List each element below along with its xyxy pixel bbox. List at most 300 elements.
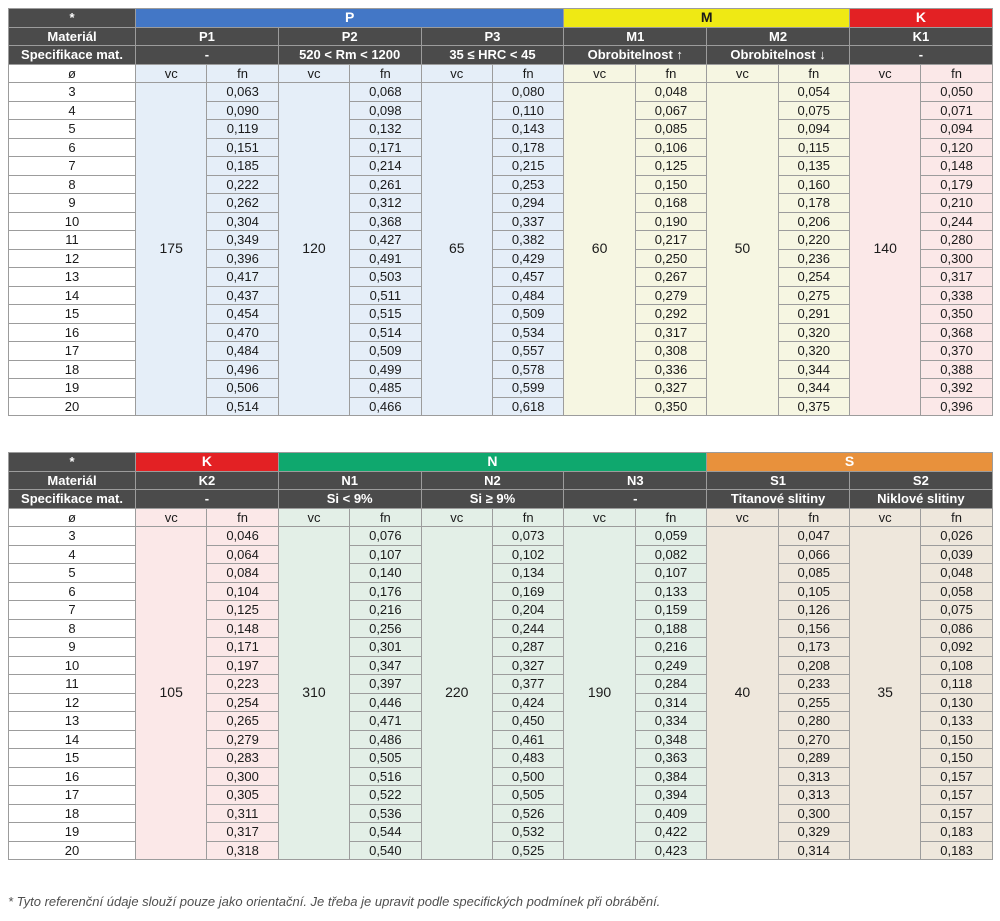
fn-cell-N1-8: 0,256 xyxy=(350,619,421,638)
fn-cell-K2-3: 0,046 xyxy=(207,527,278,546)
fn-cell-M2-12: 0,236 xyxy=(778,249,849,268)
fn-cell-P1-11: 0,349 xyxy=(207,231,278,250)
diameter-cell-16: 16 xyxy=(9,323,136,342)
fn-cell-P1-18: 0,496 xyxy=(207,360,278,379)
spec-row-label: Specifikace mat. xyxy=(9,490,136,509)
fn-cell-M1-10: 0,190 xyxy=(635,212,706,231)
fn-cell-S2-8: 0,086 xyxy=(921,619,992,638)
diameter-cell-9: 9 xyxy=(9,194,136,213)
fn-cell-S2-15: 0,150 xyxy=(921,749,992,768)
fn-cell-P1-5: 0,119 xyxy=(207,120,278,139)
fn-cell-K1-5: 0,094 xyxy=(921,120,992,139)
fn-cell-N2-17: 0,505 xyxy=(492,786,563,805)
fn-cell-K2-14: 0,279 xyxy=(207,730,278,749)
diameter-cell-3: 3 xyxy=(9,83,136,102)
fn-cell-P3-20: 0,618 xyxy=(492,397,563,416)
fn-cell-N3-12: 0,314 xyxy=(635,693,706,712)
fn-cell-N1-9: 0,301 xyxy=(350,638,421,657)
diameter-cell-6: 6 xyxy=(9,582,136,601)
fn-cell-S1-7: 0,126 xyxy=(778,601,849,620)
vc-header-P3: vc xyxy=(421,64,492,83)
fn-cell-K2-16: 0,300 xyxy=(207,767,278,786)
spec-S1: Titanové slitiny xyxy=(707,490,850,509)
fn-cell-P1-7: 0,185 xyxy=(207,157,278,176)
spec-N1: Si < 9% xyxy=(278,490,421,509)
fn-cell-K1-10: 0,244 xyxy=(921,212,992,231)
diameter-cell-19: 19 xyxy=(9,379,136,398)
vc-value-M1: 60 xyxy=(564,83,635,416)
fn-cell-N1-13: 0,471 xyxy=(350,712,421,731)
fn-cell-M1-16: 0,317 xyxy=(635,323,706,342)
fn-cell-N3-4: 0,082 xyxy=(635,545,706,564)
fn-header-M2: fn xyxy=(778,64,849,83)
fn-cell-S2-12: 0,130 xyxy=(921,693,992,712)
group-header-M: M xyxy=(564,9,850,28)
diameter-cell-17: 17 xyxy=(9,786,136,805)
fn-header-P2: fn xyxy=(350,64,421,83)
fn-cell-N3-7: 0,159 xyxy=(635,601,706,620)
vc-value-S2: 35 xyxy=(849,527,920,860)
fn-cell-P3-6: 0,178 xyxy=(492,138,563,157)
fn-cell-P3-19: 0,599 xyxy=(492,379,563,398)
diameter-cell-8: 8 xyxy=(9,619,136,638)
fn-cell-P1-3: 0,063 xyxy=(207,83,278,102)
fn-cell-N1-17: 0,522 xyxy=(350,786,421,805)
fn-cell-N3-11: 0,284 xyxy=(635,675,706,694)
diameter-cell-18: 18 xyxy=(9,360,136,379)
fn-cell-K1-15: 0,350 xyxy=(921,305,992,324)
fn-cell-P3-18: 0,578 xyxy=(492,360,563,379)
fn-cell-K1-8: 0,179 xyxy=(921,175,992,194)
fn-cell-S1-6: 0,105 xyxy=(778,582,849,601)
vc-value-N2: 220 xyxy=(421,527,492,860)
fn-cell-M2-15: 0,291 xyxy=(778,305,849,324)
fn-cell-P1-16: 0,470 xyxy=(207,323,278,342)
fn-header-N2: fn xyxy=(492,508,563,527)
corner-star-header: * xyxy=(9,453,136,472)
fn-cell-M2-20: 0,375 xyxy=(778,397,849,416)
fn-cell-M2-13: 0,254 xyxy=(778,268,849,287)
vc-header-K2: vc xyxy=(136,508,207,527)
vc-header-S2: vc xyxy=(849,508,920,527)
fn-cell-N1-18: 0,536 xyxy=(350,804,421,823)
fn-cell-N1-11: 0,397 xyxy=(350,675,421,694)
diameter-cell-3: 3 xyxy=(9,527,136,546)
fn-cell-M1-5: 0,085 xyxy=(635,120,706,139)
vc-value-S1: 40 xyxy=(707,527,778,860)
fn-cell-S2-16: 0,157 xyxy=(921,767,992,786)
fn-cell-P2-3: 0,068 xyxy=(350,83,421,102)
fn-cell-P2-17: 0,509 xyxy=(350,342,421,361)
vc-value-K2: 105 xyxy=(136,527,207,860)
fn-cell-N3-5: 0,107 xyxy=(635,564,706,583)
fn-cell-N1-7: 0,216 xyxy=(350,601,421,620)
fn-cell-P2-7: 0,214 xyxy=(350,157,421,176)
material-header-M2: M2 xyxy=(707,27,850,46)
material-row-label: Materiál xyxy=(9,471,136,490)
fn-cell-S2-18: 0,157 xyxy=(921,804,992,823)
diameter-cell-15: 15 xyxy=(9,749,136,768)
diameter-cell-14: 14 xyxy=(9,730,136,749)
fn-cell-M2-8: 0,160 xyxy=(778,175,849,194)
material-header-N1: N1 xyxy=(278,471,421,490)
fn-cell-M2-9: 0,178 xyxy=(778,194,849,213)
fn-cell-M1-7: 0,125 xyxy=(635,157,706,176)
fn-cell-P2-8: 0,261 xyxy=(350,175,421,194)
reference-footnote: * Tyto referenční údaje slouží pouze jako orientační. Je třeba je upravit podle specifických podmínek při obrábění. xyxy=(8,894,661,909)
fn-cell-M2-17: 0,320 xyxy=(778,342,849,361)
fn-cell-N1-3: 0,076 xyxy=(350,527,421,546)
diameter-cell-18: 18 xyxy=(9,804,136,823)
diameter-cell-11: 11 xyxy=(9,675,136,694)
fn-cell-S1-13: 0,280 xyxy=(778,712,849,731)
fn-cell-S2-19: 0,183 xyxy=(921,823,992,842)
spec-N2: Si ≥ 9% xyxy=(421,490,564,509)
fn-cell-K1-13: 0,317 xyxy=(921,268,992,287)
fn-cell-P3-12: 0,429 xyxy=(492,249,563,268)
spec-row-label: Specifikace mat. xyxy=(9,46,136,65)
fn-cell-N3-14: 0,348 xyxy=(635,730,706,749)
vc-header-N2: vc xyxy=(421,508,492,527)
vc-value-N3: 190 xyxy=(564,527,635,860)
diameter-cell-16: 16 xyxy=(9,767,136,786)
fn-cell-M1-18: 0,336 xyxy=(635,360,706,379)
fn-cell-S1-9: 0,173 xyxy=(778,638,849,657)
diameter-cell-12: 12 xyxy=(9,693,136,712)
fn-cell-K2-9: 0,171 xyxy=(207,638,278,657)
fn-header-K1: fn xyxy=(921,64,992,83)
diameter-cell-13: 13 xyxy=(9,268,136,287)
fn-cell-P3-17: 0,557 xyxy=(492,342,563,361)
fn-cell-P3-14: 0,484 xyxy=(492,286,563,305)
fn-cell-K1-18: 0,388 xyxy=(921,360,992,379)
fn-cell-M1-17: 0,308 xyxy=(635,342,706,361)
fn-cell-P2-11: 0,427 xyxy=(350,231,421,250)
fn-cell-S1-16: 0,313 xyxy=(778,767,849,786)
spec-N3: - xyxy=(564,490,707,509)
fn-cell-N3-17: 0,394 xyxy=(635,786,706,805)
fn-cell-N2-5: 0,134 xyxy=(492,564,563,583)
spec-P1: - xyxy=(136,46,279,65)
fn-cell-S2-11: 0,118 xyxy=(921,675,992,694)
fn-cell-N1-5: 0,140 xyxy=(350,564,421,583)
fn-cell-N3-16: 0,384 xyxy=(635,767,706,786)
fn-cell-P1-9: 0,262 xyxy=(207,194,278,213)
fn-cell-S1-3: 0,047 xyxy=(778,527,849,546)
fn-cell-M1-12: 0,250 xyxy=(635,249,706,268)
fn-cell-P2-15: 0,515 xyxy=(350,305,421,324)
diameter-cell-15: 15 xyxy=(9,305,136,324)
fn-cell-P2-4: 0,098 xyxy=(350,101,421,120)
fn-cell-K1-12: 0,300 xyxy=(921,249,992,268)
fn-cell-P3-16: 0,534 xyxy=(492,323,563,342)
material-header-P1: P1 xyxy=(136,27,279,46)
fn-cell-M2-14: 0,275 xyxy=(778,286,849,305)
fn-cell-N3-10: 0,249 xyxy=(635,656,706,675)
fn-cell-P2-14: 0,511 xyxy=(350,286,421,305)
material-header-M1: M1 xyxy=(564,27,707,46)
fn-cell-K2-12: 0,254 xyxy=(207,693,278,712)
fn-cell-K1-3: 0,050 xyxy=(921,83,992,102)
fn-cell-K2-5: 0,084 xyxy=(207,564,278,583)
vc-value-P3: 65 xyxy=(421,83,492,416)
fn-cell-K2-18: 0,311 xyxy=(207,804,278,823)
fn-cell-M2-5: 0,094 xyxy=(778,120,849,139)
fn-header-K2: fn xyxy=(207,508,278,527)
fn-cell-M2-7: 0,135 xyxy=(778,157,849,176)
fn-cell-N1-14: 0,486 xyxy=(350,730,421,749)
fn-cell-M1-11: 0,217 xyxy=(635,231,706,250)
fn-cell-N3-15: 0,363 xyxy=(635,749,706,768)
fn-cell-K2-10: 0,197 xyxy=(207,656,278,675)
diameter-cell-7: 7 xyxy=(9,601,136,620)
fn-cell-P2-5: 0,132 xyxy=(350,120,421,139)
fn-cell-S2-3: 0,026 xyxy=(921,527,992,546)
group-header-P: P xyxy=(136,9,564,28)
vc-value-P1: 175 xyxy=(136,83,207,416)
fn-cell-K2-4: 0,064 xyxy=(207,545,278,564)
fn-cell-P2-6: 0,171 xyxy=(350,138,421,157)
fn-cell-S1-11: 0,233 xyxy=(778,675,849,694)
group-header-N: N xyxy=(278,453,706,472)
fn-cell-P3-8: 0,253 xyxy=(492,175,563,194)
fn-cell-M1-13: 0,267 xyxy=(635,268,706,287)
diameter-cell-10: 10 xyxy=(9,212,136,231)
fn-cell-P1-6: 0,151 xyxy=(207,138,278,157)
fn-cell-P1-10: 0,304 xyxy=(207,212,278,231)
fn-cell-S1-5: 0,085 xyxy=(778,564,849,583)
fn-cell-S1-17: 0,313 xyxy=(778,786,849,805)
fn-cell-S1-4: 0,066 xyxy=(778,545,849,564)
fn-cell-N1-6: 0,176 xyxy=(350,582,421,601)
fn-cell-N2-20: 0,525 xyxy=(492,841,563,860)
fn-cell-P2-13: 0,503 xyxy=(350,268,421,287)
diameter-cell-20: 20 xyxy=(9,397,136,416)
vc-value-M2: 50 xyxy=(707,83,778,416)
spec-M1: Obrobitelnost ↑ xyxy=(564,46,707,65)
diameter-cell-11: 11 xyxy=(9,231,136,250)
fn-cell-P1-8: 0,222 xyxy=(207,175,278,194)
fn-cell-K2-20: 0,318 xyxy=(207,841,278,860)
fn-cell-S2-13: 0,133 xyxy=(921,712,992,731)
fn-cell-N3-9: 0,216 xyxy=(635,638,706,657)
fn-header-N3: fn xyxy=(635,508,706,527)
diameter-cell-19: 19 xyxy=(9,823,136,842)
fn-cell-P1-19: 0,506 xyxy=(207,379,278,398)
diameter-cell-12: 12 xyxy=(9,249,136,268)
fn-cell-N2-6: 0,169 xyxy=(492,582,563,601)
fn-cell-K1-16: 0,368 xyxy=(921,323,992,342)
corner-star-header: * xyxy=(9,9,136,28)
cutting-data-table-iso-pmk xyxy=(8,8,993,416)
fn-cell-K1-14: 0,338 xyxy=(921,286,992,305)
fn-cell-S1-8: 0,156 xyxy=(778,619,849,638)
fn-cell-N2-11: 0,377 xyxy=(492,675,563,694)
fn-cell-M2-10: 0,206 xyxy=(778,212,849,231)
fn-cell-N3-6: 0,133 xyxy=(635,582,706,601)
fn-cell-N2-15: 0,483 xyxy=(492,749,563,768)
fn-cell-S1-12: 0,255 xyxy=(778,693,849,712)
diameter-cell-10: 10 xyxy=(9,656,136,675)
fn-cell-N1-12: 0,446 xyxy=(350,693,421,712)
fn-cell-N3-18: 0,409 xyxy=(635,804,706,823)
fn-cell-S2-9: 0,092 xyxy=(921,638,992,657)
fn-cell-N2-9: 0,287 xyxy=(492,638,563,657)
fn-cell-K2-17: 0,305 xyxy=(207,786,278,805)
fn-cell-P2-12: 0,491 xyxy=(350,249,421,268)
fn-cell-P2-19: 0,485 xyxy=(350,379,421,398)
fn-cell-M1-9: 0,168 xyxy=(635,194,706,213)
material-header-K1: K1 xyxy=(849,27,992,46)
fn-cell-S2-10: 0,108 xyxy=(921,656,992,675)
fn-cell-K2-7: 0,125 xyxy=(207,601,278,620)
material-header-P2: P2 xyxy=(278,27,421,46)
vc-header-S1: vc xyxy=(707,508,778,527)
fn-cell-P3-5: 0,143 xyxy=(492,120,563,139)
fn-cell-K1-19: 0,392 xyxy=(921,379,992,398)
fn-cell-N1-10: 0,347 xyxy=(350,656,421,675)
fn-cell-S1-14: 0,270 xyxy=(778,730,849,749)
vc-header-P1: vc xyxy=(136,64,207,83)
fn-cell-M1-15: 0,292 xyxy=(635,305,706,324)
fn-cell-P1-17: 0,484 xyxy=(207,342,278,361)
diameter-cell-4: 4 xyxy=(9,101,136,120)
fn-cell-S1-20: 0,314 xyxy=(778,841,849,860)
fn-cell-N2-10: 0,327 xyxy=(492,656,563,675)
fn-header-S2: fn xyxy=(921,508,992,527)
fn-cell-P2-16: 0,514 xyxy=(350,323,421,342)
fn-cell-K1-9: 0,210 xyxy=(921,194,992,213)
fn-cell-P3-3: 0,080 xyxy=(492,83,563,102)
vc-header-M1: vc xyxy=(564,64,635,83)
fn-cell-M2-6: 0,115 xyxy=(778,138,849,157)
fn-cell-N2-8: 0,244 xyxy=(492,619,563,638)
fn-cell-K1-17: 0,370 xyxy=(921,342,992,361)
diameter-cell-9: 9 xyxy=(9,638,136,657)
material-header-N2: N2 xyxy=(421,471,564,490)
fn-cell-M1-19: 0,327 xyxy=(635,379,706,398)
diameter-cell-17: 17 xyxy=(9,342,136,361)
fn-cell-S2-14: 0,150 xyxy=(921,730,992,749)
fn-cell-S1-19: 0,329 xyxy=(778,823,849,842)
fn-cell-N3-8: 0,188 xyxy=(635,619,706,638)
diameter-column-header: ø xyxy=(9,508,136,527)
fn-cell-M1-6: 0,106 xyxy=(635,138,706,157)
spec-P3: 35 ≤ HRC < 45 xyxy=(421,46,564,65)
spec-K1: - xyxy=(849,46,992,65)
fn-cell-N3-20: 0,423 xyxy=(635,841,706,860)
spec-P2: 520 < Rm < 1200 xyxy=(278,46,421,65)
vc-header-N1: vc xyxy=(278,508,349,527)
fn-cell-M2-4: 0,075 xyxy=(778,101,849,120)
fn-cell-P3-7: 0,215 xyxy=(492,157,563,176)
fn-cell-K1-6: 0,120 xyxy=(921,138,992,157)
diameter-cell-5: 5 xyxy=(9,120,136,139)
fn-cell-M2-11: 0,220 xyxy=(778,231,849,250)
fn-cell-M2-19: 0,344 xyxy=(778,379,849,398)
fn-cell-P3-11: 0,382 xyxy=(492,231,563,250)
fn-cell-N2-12: 0,424 xyxy=(492,693,563,712)
fn-cell-S2-7: 0,075 xyxy=(921,601,992,620)
fn-cell-M1-3: 0,048 xyxy=(635,83,706,102)
spec-K2: - xyxy=(136,490,279,509)
fn-header-P1: fn xyxy=(207,64,278,83)
diameter-cell-4: 4 xyxy=(9,545,136,564)
fn-cell-N3-13: 0,334 xyxy=(635,712,706,731)
spec-M2: Obrobitelnost ↓ xyxy=(707,46,850,65)
fn-cell-P1-4: 0,090 xyxy=(207,101,278,120)
fn-cell-P2-9: 0,312 xyxy=(350,194,421,213)
vc-value-N1: 310 xyxy=(278,527,349,860)
fn-cell-M2-18: 0,344 xyxy=(778,360,849,379)
fn-cell-P2-20: 0,466 xyxy=(350,397,421,416)
diameter-cell-8: 8 xyxy=(9,175,136,194)
vc-header-K1: vc xyxy=(849,64,920,83)
spec-S2: Niklové slitiny xyxy=(849,490,992,509)
fn-cell-P1-13: 0,417 xyxy=(207,268,278,287)
fn-cell-M1-14: 0,279 xyxy=(635,286,706,305)
fn-cell-S2-17: 0,157 xyxy=(921,786,992,805)
fn-cell-N1-16: 0,516 xyxy=(350,767,421,786)
fn-cell-K1-11: 0,280 xyxy=(921,231,992,250)
fn-cell-K1-20: 0,396 xyxy=(921,397,992,416)
group-header-S: S xyxy=(707,453,993,472)
fn-cell-N1-4: 0,107 xyxy=(350,545,421,564)
fn-cell-S2-5: 0,048 xyxy=(921,564,992,583)
vc-value-K1: 140 xyxy=(849,83,920,416)
fn-cell-K1-4: 0,071 xyxy=(921,101,992,120)
fn-cell-S2-6: 0,058 xyxy=(921,582,992,601)
diameter-cell-7: 7 xyxy=(9,157,136,176)
fn-cell-P1-14: 0,437 xyxy=(207,286,278,305)
cutting-data-table-iso-kns xyxy=(8,452,993,860)
material-row-label: Materiál xyxy=(9,27,136,46)
fn-header-S1: fn xyxy=(778,508,849,527)
diameter-cell-13: 13 xyxy=(9,712,136,731)
fn-cell-M2-16: 0,320 xyxy=(778,323,849,342)
fn-cell-K2-6: 0,104 xyxy=(207,582,278,601)
fn-cell-N2-4: 0,102 xyxy=(492,545,563,564)
fn-cell-N2-16: 0,500 xyxy=(492,767,563,786)
diameter-cell-6: 6 xyxy=(9,138,136,157)
fn-cell-S2-20: 0,183 xyxy=(921,841,992,860)
fn-cell-K2-8: 0,148 xyxy=(207,619,278,638)
fn-cell-N1-19: 0,544 xyxy=(350,823,421,842)
fn-cell-M2-3: 0,054 xyxy=(778,83,849,102)
fn-cell-N2-14: 0,461 xyxy=(492,730,563,749)
fn-cell-S1-18: 0,300 xyxy=(778,804,849,823)
vc-header-N3: vc xyxy=(564,508,635,527)
fn-cell-S1-10: 0,208 xyxy=(778,656,849,675)
fn-cell-N3-19: 0,422 xyxy=(635,823,706,842)
fn-header-M1: fn xyxy=(635,64,706,83)
fn-cell-P3-10: 0,337 xyxy=(492,212,563,231)
fn-cell-K1-7: 0,148 xyxy=(921,157,992,176)
fn-header-P3: fn xyxy=(492,64,563,83)
fn-cell-S2-4: 0,039 xyxy=(921,545,992,564)
fn-cell-M1-20: 0,350 xyxy=(635,397,706,416)
material-header-N3: N3 xyxy=(564,471,707,490)
material-header-K2: K2 xyxy=(136,471,279,490)
fn-cell-K2-19: 0,317 xyxy=(207,823,278,842)
fn-cell-P1-15: 0,454 xyxy=(207,305,278,324)
fn-cell-M1-4: 0,067 xyxy=(635,101,706,120)
fn-cell-M1-8: 0,150 xyxy=(635,175,706,194)
vc-header-P2: vc xyxy=(278,64,349,83)
vc-value-P2: 120 xyxy=(278,83,349,416)
fn-cell-P2-10: 0,368 xyxy=(350,212,421,231)
fn-header-N1: fn xyxy=(350,508,421,527)
